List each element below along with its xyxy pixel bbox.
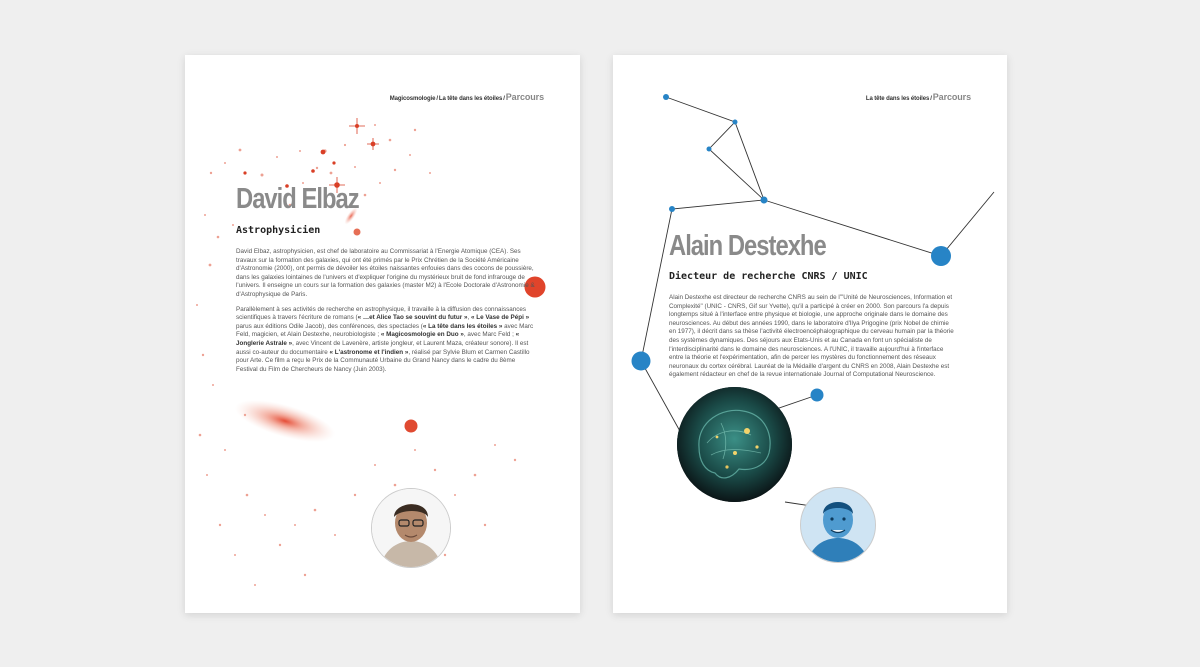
bio-paragraph-2: Parallèlement à ses activités de recherche en astrophysique, il travaille à la diffusion des connaissances scientifiques à travers l'écriture de romans (« …et Alice Tao se souvint du futur », « Le Vase de Pépi » parus aux éditions Odile Jacob), des conférences, des spectacles (« La tête dans les étoiles » avec Marc Feld, magicien, et Alain Destexhe, neurobiologiste ; « Magicosmologie en Duo », avec Marc Feld ; « Jonglerie Astrale », avec Vincent de Lavenère, artiste jongleur, et Laurent Maza, créateur sonore). Il est aussi co-auteur du documentaire « L'astronome et l'indien », réalisé par Sylvie Blum et Carmen Castillo pour Arte. Ce film a reçu le Prix de la Communauté Urbaine du Grand Nancy dans le cadre du 8ème Festival du Film de Chercheurs de Nancy (Juin 2003).: [236, 305, 534, 373]
bio-paragraph-1: David Elbaz, astrophysicien, est chef de laboratoire au Commissariat à l'Energie Atomique (CEA). Ses travaux sur la formation des galaxies, qui ont été primés par le Prix Chrétien de la Société Américaine d'Astronomie (2000), ont permis de dévoiler les étoiles naissantes enfouies dans des cocons de poussière, dans les galaxies lointaines de l'univers et d'expliquer l'origine du mystérieux bruit de fond infrarouge de l'univers. Il enseigne un cours sur la formation des galaxies (master M2) à l'Ecole Doctorale d'Astronomie & d'Astrophysique de Paris.: [236, 248, 535, 298]
bio-text: [669, 294, 954, 386]
person-icon: [372, 489, 450, 567]
brain-scan-image: [677, 387, 792, 502]
breadcrumb: La tête dans les étoiles/Parcours: [865, 92, 971, 102]
person-icon: [801, 488, 875, 562]
person-name: Alain Destexhe: [669, 230, 826, 262]
person-role: Astrophysicien: [236, 225, 321, 236]
galaxy-image: [231, 391, 340, 450]
page-alain-destexhe: [613, 55, 1007, 613]
portrait-photo: [800, 487, 876, 563]
person-role: Diecteur de recherche CNRS / UNIC: [669, 271, 868, 282]
brain-icon: [677, 387, 792, 502]
person-name: David Elbaz: [236, 183, 359, 215]
bio-paragraph: Alain Destexhe est directeur de recherche CNRS au sein de l'"Unité de Neurosciences, Information et Complexité" (UNIC - CNRS, Gif sur Yvette), qu'il a participé à créer en 2000. Son parcours l'a depuis longtemps situé à l'interface entre physique et biologie, une approche originale dans le domaine des neurosciences. Au début des années 1990, dans le laboratoire d'Ilya Prigogine (prix Nobel de chimie en 1977), il décrit dans sa thèse l'activité électroencéphalographique du cerveau humain par la théorie des systèmes dynamiques. Des séjours aux Etats-Unis et au Canada en font un spécialiste de l'interdisciplinarité dans le domaine des neurosciences. A l'UNIC, il travaille aujourd'hui à l'interface entre la théorie et l'expérimentation, afin de percer les mystères du fonctionnement des réseaux neuronaux du cortex cérébral. Lauréat de la Médaille d'argent du CNRS en 2008, Alain Destexhe est également rédacteur en chef de la revue internationale Journal of Computational Neuroscience.: [669, 294, 954, 379]
portrait-photo: [371, 488, 451, 568]
breadcrumb: Magicosmologie/La tête dans les étoiles/Parcours: [389, 92, 544, 102]
bio-text: [236, 248, 536, 380]
page-david-elbaz: [185, 55, 580, 613]
